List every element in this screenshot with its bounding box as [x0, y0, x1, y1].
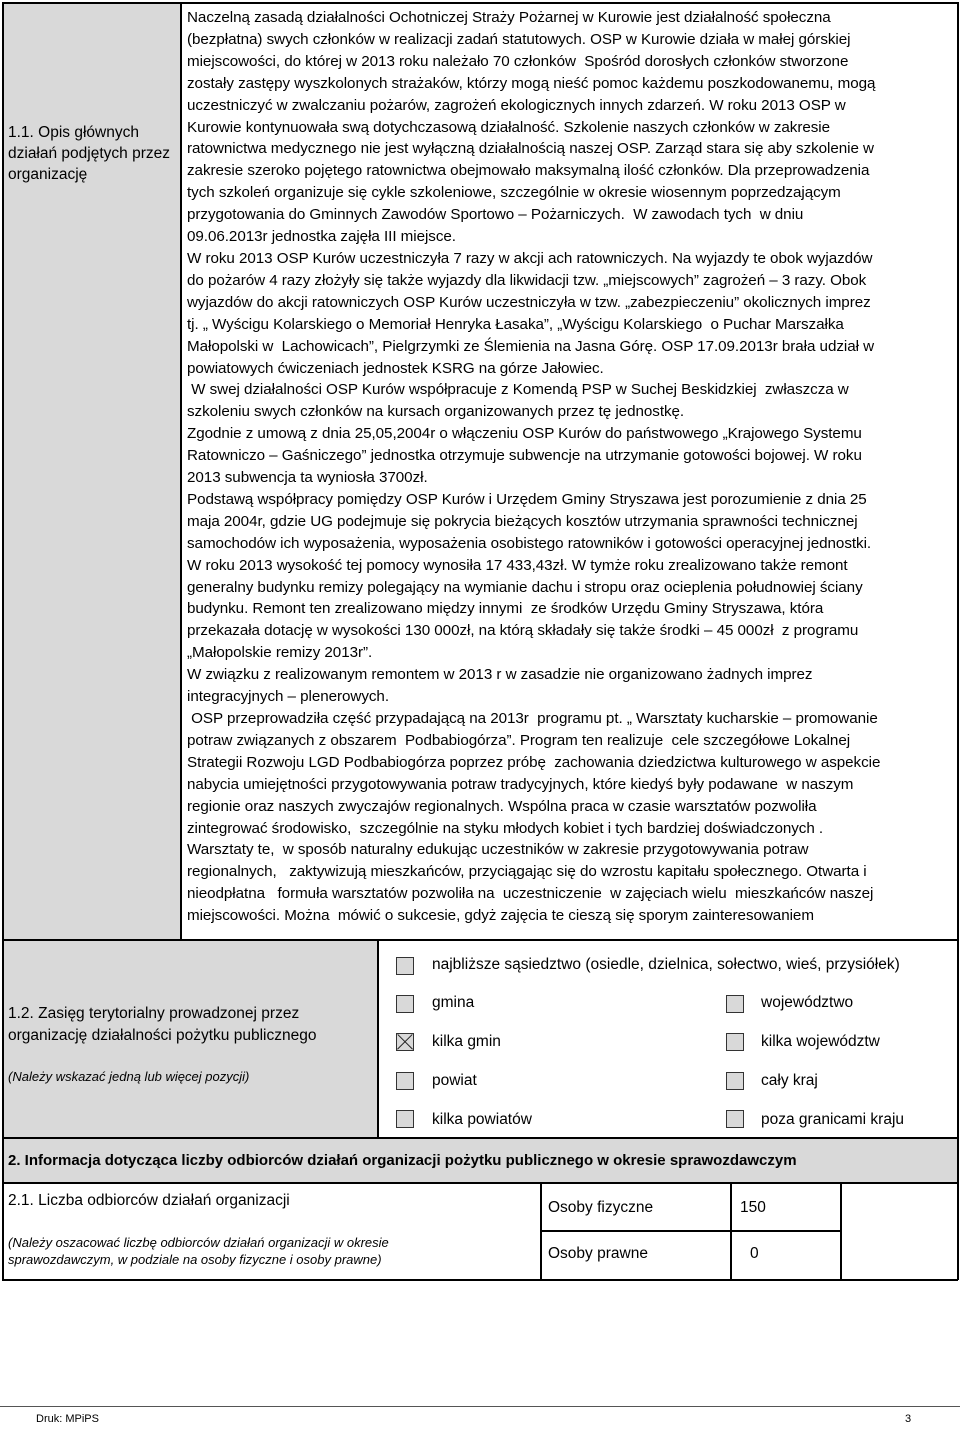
- text-line: „Małopolskie remizy 2013r”.: [187, 644, 373, 662]
- option-label-powiat: powiat: [432, 1072, 477, 1089]
- divider-2-1-middle: [540, 1230, 840, 1232]
- checkbox-powiat[interactable]: [396, 1072, 414, 1090]
- footer-print-label: Druk: MPiPS: [36, 1413, 99, 1425]
- text-line: nieodpłatna formuła warsztatów pozwoliła na uczestniczenie w zajęciach wielu mieszkańców naszej: [187, 885, 874, 903]
- text-line: 2013 subwencja ta wyniosła 3700zł.: [187, 469, 428, 487]
- option-label-kilka-powiatow: kilka powiatów: [432, 1111, 532, 1128]
- text-line: tych szkoleń organizuje się cykle szkoleniowe, szczególnie w okresie wiosennym poprzedzającym: [187, 184, 841, 202]
- section-2-heading: 2. Informacja dotycząca liczby odbiorców działań organizacji pożytku publicznego w okresie sprawozdawczym: [8, 1152, 797, 1169]
- text-line: powiatowych ćwiczeniach jednostek KSRG na górze Jałowiec.: [187, 359, 604, 377]
- checkbox-kilka-wojewodztw[interactable]: [726, 1033, 744, 1051]
- osoby-fizyczne-value[interactable]: 150: [740, 1199, 766, 1216]
- text-line: Strategii Rozwoju LGD Podbabiogórza poprzez próbę zachowania dziedzictwa kulturowego w aspekcie: [187, 753, 881, 771]
- checkbox-poza-granicami-kraju[interactable]: [726, 1110, 744, 1128]
- footer-rule: [0, 1406, 960, 1407]
- border-bottom: [2, 1279, 958, 1281]
- option-label-kilka-gmin: kilka gmin: [432, 1033, 501, 1050]
- text-line: (bezpłatna) swych członków w realizacji zadań statutowych. OSP w Kurowie działa w małej górskiej: [187, 30, 851, 48]
- text-line: tj. „ Wyścigu Kolarskiego o Memoriał Henryka Łasaka”, „Wyścigu Kolarskiego o Puchar Marszałka: [187, 315, 844, 333]
- checkbox-wojewodztwo[interactable]: [726, 995, 744, 1013]
- text-line: Kurowie kontynuowała swą dotychczasową działalność. Szkolenie naszych członków w zakresie: [187, 118, 831, 136]
- checkbox-kilka-powiatow[interactable]: [396, 1110, 414, 1128]
- text-line: Naczelną zasadą działalności Ochotniczej Straży Pożarnej w Kurowie jest działalność społeczna: [187, 9, 831, 26]
- checkbox-najblizsze-sasiedztwo[interactable]: [396, 957, 414, 975]
- footer-page-number: 3: [905, 1413, 912, 1425]
- text-line: regionalnych, zaktywizują mieszkańców, przyciągając się do wzrostu kapitału społecznego. Otwarta i: [187, 863, 867, 881]
- text-line: szkoleniu swych członków na kursach organizowanych przez tę jednostkę.: [187, 403, 685, 421]
- section-1-1-text: [187, 7, 957, 927]
- divider-2-bottom: [2, 1182, 958, 1184]
- text-line: ratownictwa medycznego nie jest wyłączną działalnością naszej OSP. Zarząd stara się aby szkolenie w: [187, 140, 874, 158]
- text-line: uczestniczyć w zwalczaniu pożarów, zagrożeń ekologicznych innych zdarzeń. W roku 2013 OSP w: [187, 96, 846, 114]
- text-line: zakresie szeroko pojętego ratownictwa obejmowało maksymalną ilość członków. Dla przeprowadzenia: [187, 162, 870, 180]
- option-label-gmina: gmina: [432, 994, 475, 1011]
- text-line: regionie oraz naszych zwyczajów regionalnych. Wspólna praca w czasie warsztatów pozwoliła: [187, 797, 817, 815]
- border-left: [2, 2, 4, 1280]
- osoby-prawne-label: Osoby prawne: [548, 1245, 648, 1262]
- option-label-caly-kraj: cały kraj: [761, 1072, 818, 1089]
- section-2-1-note: (Należy oszacować liczbę odbiorców działań organizacji w okresie sprawozdawczym, w podziale na osoby fizyczne i osoby prawne): [8, 1235, 389, 1267]
- checkbox-gmina[interactable]: [396, 995, 414, 1013]
- text-line: Warsztaty te, w sposób naturalny edukując uczestników w zakresie przygotowywania potraw: [187, 841, 809, 859]
- section-1-1-label: 1.1. Opis głównych działań podjętych przez organizację: [8, 124, 170, 183]
- divider-1-1-bottom: [2, 939, 958, 941]
- text-line: przekazała dotację w wysokości 130 000zł, na którą składały się także środki – 45 000zł z programu: [187, 622, 859, 640]
- text-line: W roku 2013 wysokość tej pomocy wynosiła 17 433,43zł. W tymże roku zrealizowano także remont: [187, 556, 848, 574]
- checkbox-caly-kraj[interactable]: [726, 1072, 744, 1090]
- option-label-wojewodztwo: województwo: [761, 994, 854, 1011]
- text-line: generalny budynku remizy polegający na wymianie dachu i stropu oraz ocieplenia połudnowiej ściany: [187, 578, 863, 596]
- text-line: miejscowości, do której w 2013 roku należało 70 członków Spośród dorosłych członków stworzone: [187, 52, 849, 70]
- text-line: wyjazdów do akcji ratowniczych OSP Kurów uczestniczyła w tzw. „zabezpieczeniu” okolicznych imprez: [187, 293, 871, 311]
- text-line: integracyjnych – plenerowych.: [187, 688, 390, 706]
- text-line: zintegrować środowisko, szczególnie na styku młodych kobiet i tych bardziej doświadczonych .: [187, 819, 824, 837]
- divider-1-2-bottom: [2, 1137, 958, 1139]
- text-line: OSP przeprowadziła część przypadającą na 2013r programu pt. „ Warsztaty kucharskie – promowanie: [187, 710, 878, 727]
- option-label-najblizsze-sasiedztwo: najbliższe sąsiedztwo (osiedle, dzielnica, sołectwo, wieś, przysiółek): [432, 956, 900, 973]
- text-line: nabycia umiejętności przygotowywania potraw tradycyjnych, które kiedyś były podawane w naszym: [187, 775, 854, 793]
- text-line: Zgodnie z umową z dnia 25,05,2004r o włączeniu OSP Kurów do państwowego „Krajowego Systemu: [187, 425, 862, 443]
- text-line: W roku 2013 OSP Kurów uczestniczyła 7 razy w akcji ach ratowniczych. Na wyjazdy te obok wyjazdów: [187, 249, 873, 267]
- text-line: zostały zastępy wyszkolonych strażaków, którzy mogą nieść pomoc każdemu poszkodowanemu, mogą: [187, 74, 876, 92]
- text-line: W swej działalności OSP Kurów współpracuje z Komendą PSP w Suchej Beskidzkiej zwłaszcza w: [187, 381, 849, 399]
- border-right: [957, 2, 959, 1280]
- section-1-2-note: (Należy wskazać jedną lub więcej pozycji): [8, 1069, 250, 1084]
- text-line: Podstawą współpracy pomiędzy OSP Kurów i Urzędem Gminy Stryszawa jest porozumienie z dnia 25: [187, 490, 867, 508]
- text-line: budynku. Remont ten zrealizowano między innymi ze środków Urzędu Gminy Stryszawa, która: [187, 600, 824, 618]
- border-top: [2, 2, 958, 4]
- text-line: 09.06.2013r jednostka zajęła III miejsce.: [187, 228, 456, 246]
- divider-1-2-vertical: [377, 940, 379, 1138]
- divider-1-1-vertical: [180, 2, 182, 940]
- text-line: samochodów ich wyposażenia, wyposażenia osobistego ratowników i gotowości operacyjnej jednostki.: [187, 534, 872, 552]
- text-line: maja 2004r, gdzie UG podejmuje się pokrycia bieżących kosztów utrzymania sprawności technicznej: [187, 512, 858, 530]
- text-line: przygotowania do Gminnych Zawodów Sportowo – Pożarniczych. W zawodach tych w dniu: [187, 206, 804, 224]
- section-1-2-label: 1.2. Zasięg terytorialny prowadzonej przez organizację działalności pożytku publicznego: [8, 1005, 317, 1044]
- checkbox-kilka-gmin[interactable]: [396, 1033, 414, 1051]
- divider-2-1-v3: [840, 1182, 842, 1280]
- text-line: miejscowości. Można mówić o sukcesie, gdyż zajęcia te cieszą się sporym zainteresowaniem: [187, 907, 814, 925]
- text-line: Ratowniczo – Gaśniczego” jednostka otrzymuje subwencje na utrzymanie gotowości bojowej. W roku: [187, 447, 862, 465]
- option-label-kilka-wojewodztw: kilka województw: [761, 1033, 880, 1050]
- text-line: potraw związanych z obszarem Podbabiogórza”. Program ten realizuje cele szczegółowe Lokalnej: [187, 731, 851, 749]
- text-line: do pożarów 4 razy złożyły się także wyjazdy dla likwidacji tzw. „miejscowych” zagrożeń – 3 razy. Obok: [187, 271, 867, 289]
- osoby-prawne-value[interactable]: 0: [750, 1245, 759, 1262]
- option-label-poza-granicami-kraju: poza granicami kraju: [761, 1111, 905, 1128]
- osoby-fizyczne-label: Osoby fizyczne: [548, 1199, 654, 1216]
- text-line: Małopolski w Lachowicach”, Pielgrzymki ze Ślemienia na Jasna Górę. OSP 17.09.2013r brała udział w: [187, 337, 875, 355]
- section-2-1-label: 2.1. Liczba odbiorców działań organizacji: [8, 1192, 290, 1209]
- text-line: W związku z realizowanym remontem w 2013 r w zasadzie nie organizowano żadnych imprez: [187, 666, 813, 684]
